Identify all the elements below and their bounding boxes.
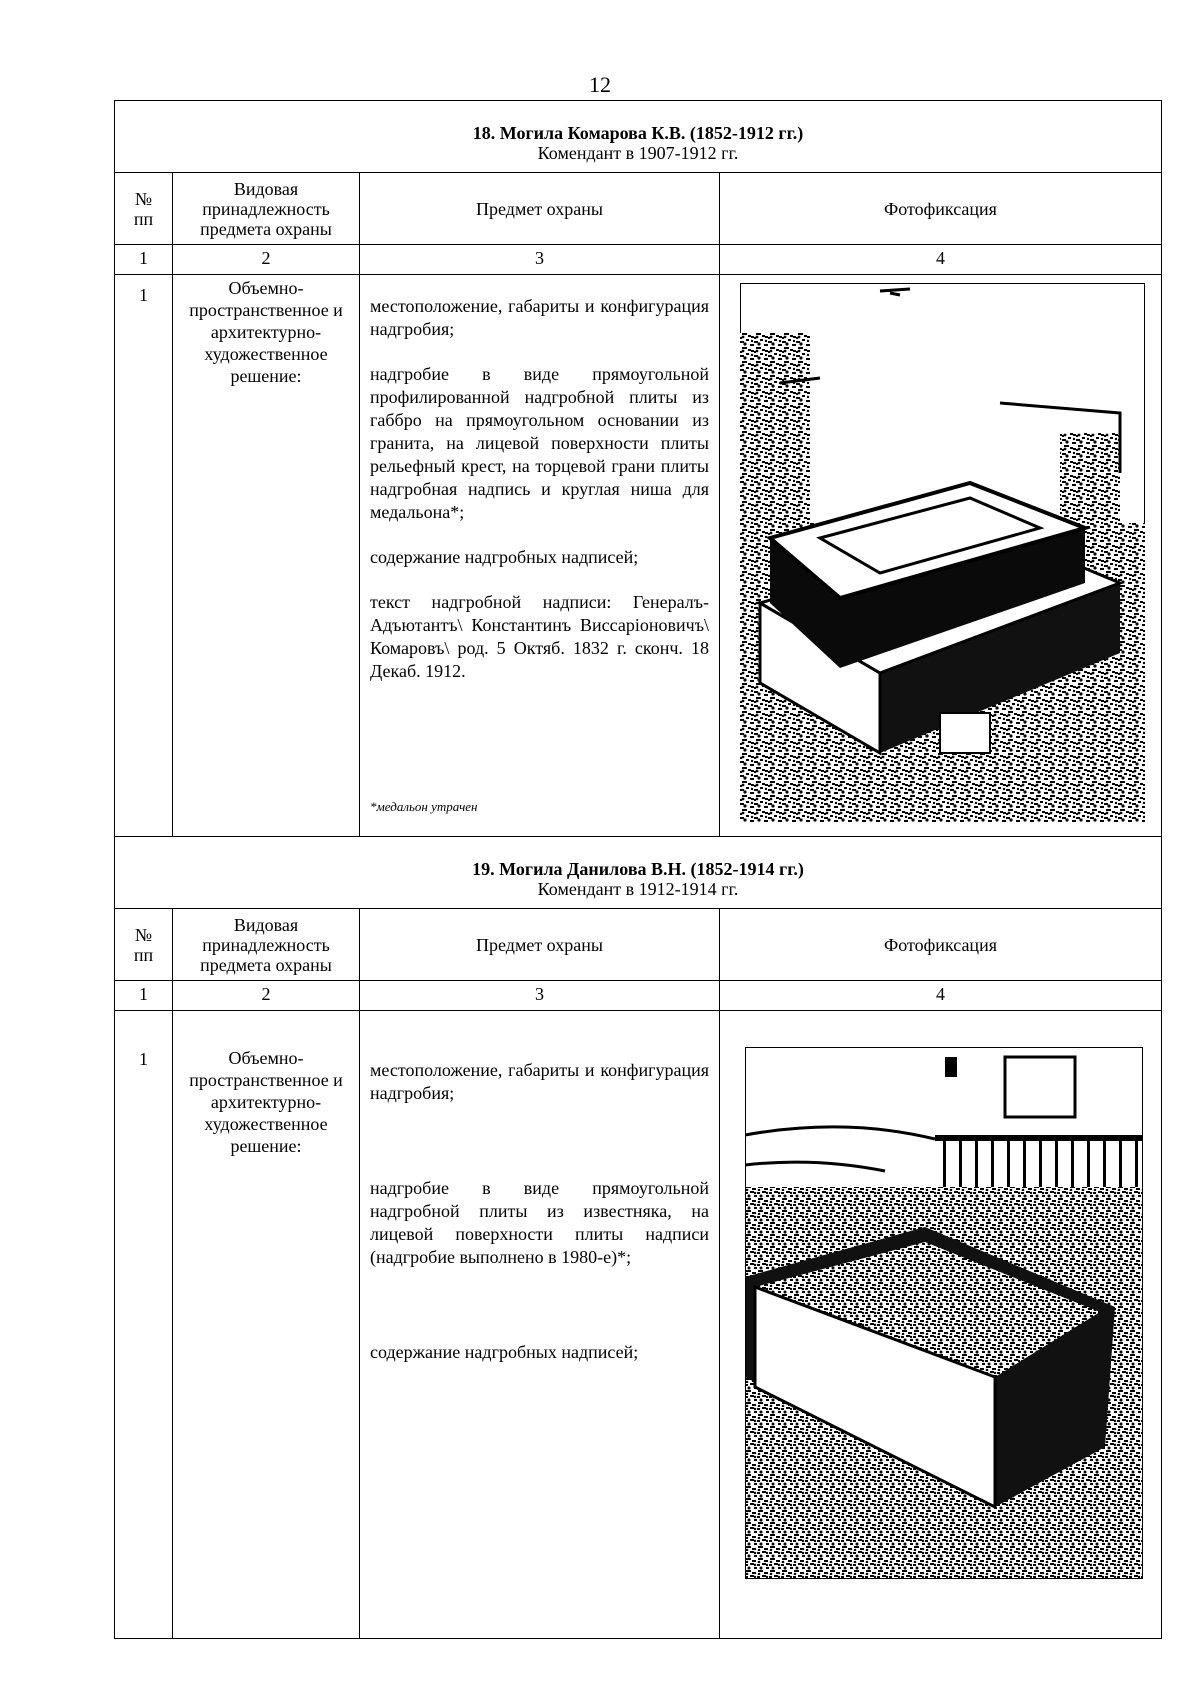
grave-title: 19. Могила Данилова В.Н. (1852-1914 гг.) <box>472 859 804 879</box>
subject-item: текст надгробной надписи: Генералъ-Адъютантъ\ Константинъ Виссаріоновичъ\ Комаровъ\ род. 5 Октяб. 1832 г. сконч. 18 Декаб. 1912. <box>370 592 709 681</box>
col-header-num: № пп <box>115 173 173 245</box>
col-header-subject: Предмет охраны <box>360 909 720 981</box>
row-number: 1 <box>115 1011 173 1639</box>
photo-cell <box>720 275 1162 837</box>
section-title <box>115 837 1162 909</box>
photo-cell <box>720 1011 1162 1639</box>
col-header-subject: Предмет охраны <box>360 173 720 245</box>
grave-title: 18. Могила Комарова К.В. (1852-1912 гг.) <box>472 123 804 143</box>
col-index: 4 <box>720 981 1162 1011</box>
col-index: 3 <box>360 245 720 275</box>
col-index: 2 <box>173 245 360 275</box>
subject-item: местоположение, габариты и конфигурация надгробия; <box>370 296 709 339</box>
subject-item: содержание надгробных надписей; <box>370 1342 639 1362</box>
subject-description <box>360 1011 720 1639</box>
gravestone-photo <box>745 1047 1143 1579</box>
gravestone-photo <box>740 283 1145 823</box>
section-19-table <box>114 836 1162 1639</box>
col-index: 1 <box>115 245 173 275</box>
type-description: Объемно-пространственное и архитектурно-художественное решение: <box>173 1011 360 1639</box>
grave-subtitle: Комендант в 1907-1912 гг. <box>537 143 739 163</box>
col-index: 3 <box>360 981 720 1011</box>
col-header-photo: Фотофиксация <box>720 173 1162 245</box>
section-18-table <box>114 100 1162 837</box>
footnote: *медальон утрачен <box>370 799 478 814</box>
col-index: 4 <box>720 245 1162 275</box>
grave-subtitle: Комендант в 1912-1914 гг. <box>537 879 739 899</box>
subject-item: местоположение, габариты и конфигурация надгробия; <box>370 1060 709 1103</box>
subject-description <box>360 275 720 837</box>
col-header-photo: Фотофиксация <box>720 909 1162 981</box>
subject-item: содержание надгробных надписей; <box>370 547 639 567</box>
col-header-num: № пп <box>115 909 173 981</box>
col-index: 1 <box>115 981 173 1011</box>
col-header-type: Видовая принадлежность предмета охраны <box>173 173 360 245</box>
row-number: 1 <box>115 275 173 837</box>
col-header-type: Видовая принадлежность предмета охраны <box>173 909 360 981</box>
type-description: Объемно-пространственное и архитектурно-художественное решение: <box>173 275 360 837</box>
section-title <box>115 101 1162 173</box>
subject-item: надгробие в виде прямоугольной надгробной плиты из известняка, на лицевой поверхности плиты надписи (надгробие выполнено в 1980-е)*; <box>370 1178 709 1267</box>
page-number: 12 <box>589 72 611 97</box>
subject-item: надгробие в виде прямоугольной профилированной надгробной плиты из габбро на прямоугольном основании из гранита, на лицевой поверхности плиты рельефный крест, на торцевой грани плиты надгробная надпись и круглая ниша для медальона*; <box>370 364 709 522</box>
col-index: 2 <box>173 981 360 1011</box>
